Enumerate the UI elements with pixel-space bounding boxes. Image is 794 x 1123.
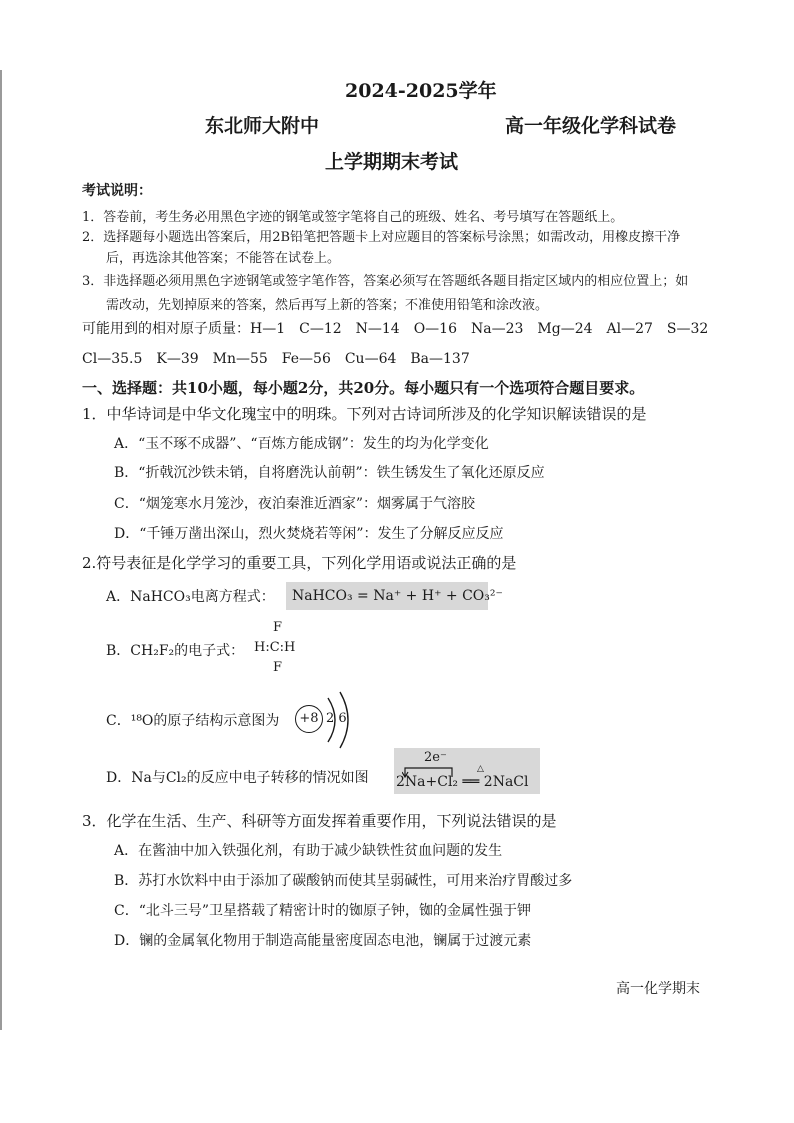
instructions-title: 考试说明： <box>82 183 152 199</box>
instruction-3-cont: 需改动，先划掉原来的答案，然后再写上新的答案；不准使用铅笔和涂改液。 <box>106 298 549 313</box>
q1-option-a: A．“玉不琢不成器”、“百炼方能成钢”：发生的均为化学变化 <box>114 436 489 452</box>
atomic-masses-line2: Cl—35.5 K—39 Mn—55 Fe—56 Cu—64 Ba—137 <box>82 351 470 367</box>
q3-option-c: C．“北斗三号”卫星搭载了精密计时的铷原子钟，铷的金属性强于钾 <box>114 903 532 919</box>
q2-b-middle: H:C:H <box>254 640 296 655</box>
transfer-electrons: 2e⁻ <box>424 750 447 765</box>
atomic-masses-line1: 可能用到的相对原子质量：H—1 C—12 N—14 O—16 Na—23 Mg—24 Al—27 S—32 <box>82 321 709 337</box>
q2-option-a-label: A．NaHCO₃电离方程式： <box>106 589 275 605</box>
q2-option-c-label: C．¹⁸O的原子结构示意图为 <box>106 713 280 729</box>
exam-title: 上学期期末考试 <box>325 151 459 173</box>
q2-option-b-label: B．CH₂F₂的电子式： <box>106 643 245 659</box>
q2-option-a-formula: NaHCO₃ = Na⁺ + H⁺ + CO₃²⁻ <box>286 582 488 610</box>
q2-b-bottom-f: F <box>273 660 283 675</box>
section-heading: 一、选择题：共10小题，每小题2分，共20分。每小题只有一个选项符合题目要求。 <box>82 379 645 397</box>
q1-option-c: C．“烟笼寒水月笼沙，夜泊秦淮近酒家”：烟雾属于气溶胶 <box>114 496 476 512</box>
instruction-2: 2．选择题每小题选出答案后，用2B铅笔把答题卡上对应题目的答案标号涂黑；如需改动，用橡皮擦干净 <box>82 230 681 245</box>
school-name: 东北师大附中 <box>205 115 320 137</box>
atom-nucleus: +8 <box>295 705 323 733</box>
instruction-2-cont: 后，再选涂其他答案；不能答在试卷上。 <box>106 251 341 266</box>
q3-option-d: D．镧的金属氧化物用于制造高能量密度固态电池，镧属于过渡元素 <box>114 933 532 949</box>
instruction-1: 1．答卷前，考生务必用黑色字迹的钢笔或签字笔将自己的班级、姓名、考号填写在答题纸上。 <box>82 210 624 225</box>
q3-option-b: B．苏打水饮料中由于添加了碳酸钠而使其呈弱碱性，可用来治疗胃酸过多 <box>114 873 573 889</box>
q1-option-d: D．“千锤万凿出深山，烈火焚烧若等闲”：发生了分解反应反应 <box>114 526 504 542</box>
page-footer: 高一化学期末 <box>616 981 700 997</box>
q1-stem: 1．中华诗词是中华文化瑰宝中的明珠。下列对古诗词所涉及的化学知识解读错误的是 <box>82 405 647 423</box>
q3-option-a: A．在酱油中加入铁强化剂，有助于减少缺铁性贫血问题的发生 <box>114 843 503 859</box>
scan-edge <box>0 70 2 1030</box>
electron-shell-counts: 2 6 <box>326 711 347 726</box>
electron-transfer-figure <box>394 748 540 794</box>
q1-option-b: B．“折戟沉沙铁未销，自将磨洗认前朝”：铁生锈发生了氧化还原反应 <box>114 465 545 481</box>
heat-condition: △ <box>477 764 484 774</box>
instruction-3: 3．非选择题必须用黑色字迹钢笔或签字笔作答，答案必须写在答题纸各题目指定区域内的相应位置上；如 <box>82 274 689 289</box>
transfer-equation: 2Na+Cl₂ ══ 2NaCl <box>396 774 529 790</box>
q2-option-d-label: D．Na与Cl₂的反应中电子转移的情况如图 <box>106 770 369 786</box>
q3-stem: 3．化学在生活、生产、科研等方面发挥着重要作用，下列说法错误的是 <box>82 812 557 830</box>
subject-title: 高一年级化学科试卷 <box>505 115 677 137</box>
q2-stem: 2.符号表征是化学学习的重要工具，下列化学用语或说法正确的是 <box>82 554 517 572</box>
q2-b-top-f: F <box>273 620 283 635</box>
exam-year: 2024-2025学年 <box>345 80 497 102</box>
